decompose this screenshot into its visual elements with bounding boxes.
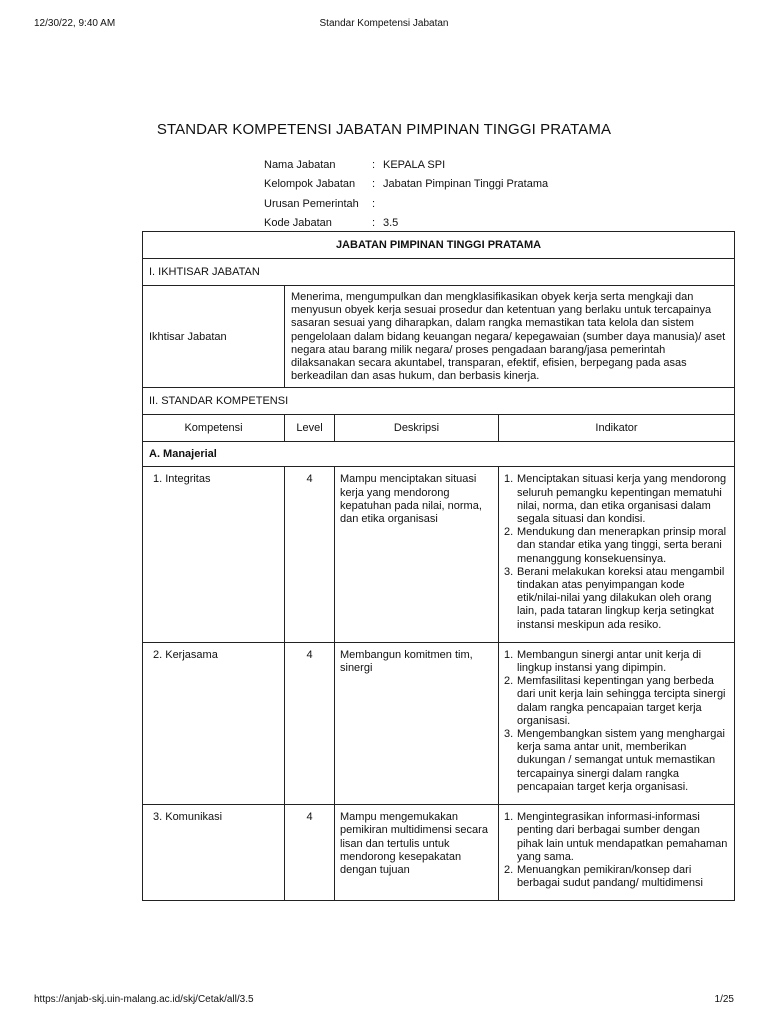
competency-description: Mampu mengemukakan pemikiran multidimensi secara lisan dan tertulis untuk mendorong kesepakatan dengan tujuan [335,805,499,901]
competency-description: Mampu menciptakan situasi kerja yang mendorong kepatuhan pada nilai, norma, dan etika organisasi [335,467,499,642]
summary-label: Ikhtisar Jabatan [143,286,285,388]
category-title: A. Manajerial [143,442,735,467]
position-meta [264,155,548,233]
table-row [143,467,735,642]
print-url: https://anjab-skj.uin-malang.ac.id/skj/Cetak/all/3.5 [34,994,254,1005]
meta-value: KEPALA SPI [383,158,446,171]
print-footer [0,994,768,1008]
summary-text: Menerima, mengumpulkan dan mengklasifikasikan obyek kerja serta mengkaji dan menyusun obyek kerja sesuai prosedur dan ketentuan yang berlaku untuk tercapainya sasaran sesuai yang diharapkan, dalam rangka memastikan tata kelola dan sistem pengelolaan dalam bidang keuangan negara/ kepegawaian (sumber daya manusia)/ aset negara atau barang milik negara/ proses pengadaan barang/jasa pemerintah dilaksanakan secara akuntabel, transparan, efektif, efisien, berpegang pada asas berkeadilan dan asas hukum, dan berbasis kinerja. [285,286,735,388]
meta-value: Jabatan Pimpinan Tinggi Pratama [383,178,549,191]
indicator-number: 1. [504,473,514,486]
page-number: 1/25 [714,994,734,1005]
header-kompetensi: Kompetensi [143,415,285,442]
list-item [504,811,729,864]
list-item [504,675,729,728]
summary-row [143,286,735,388]
meta-row-urusan-pemerintah [264,194,548,214]
print-header [0,18,768,32]
competency-indicators [499,805,735,901]
meta-label: Kode Jabatan [264,217,332,230]
section-title-ikhtisar: I. IKHTISAR JABATAN [143,259,735,286]
meta-separator: : [372,158,376,171]
column-header-row [143,415,735,442]
indicator-text: Mengintegrasikan informasi-informasi penting dari berbagai sumber dengan pihak lain untuk mendapatkan pemahaman yang sama. [517,811,728,863]
meta-separator: : [372,217,376,230]
section-row [143,388,735,415]
meta-label: Kelompok Jabatan [264,178,356,191]
indicator-number: 3. [504,565,514,578]
table-viewport [142,231,735,939]
meta-separator: : [372,178,376,191]
indicator-number: 2. [504,863,514,876]
competency-name: 1. Integritas [143,467,285,642]
meta-separator: : [372,197,376,210]
indicator-text: Membangun sinergi antar unit kerja di lingkup instansi yang dipimpin. [517,648,702,675]
band-title: JABATAN PIMPINAN TINGGI PRATAMA [143,232,735,259]
competency-table [142,231,735,901]
meta-row-nama-jabatan [264,155,548,175]
header-indikator: Indikator [499,415,735,442]
competency-indicators [499,467,735,642]
competency-name: 2. Kerjasama [143,642,285,804]
document-title: STANDAR KOMPETENSI JABATAN PIMPINAN TINGGI PRATAMA [156,121,612,138]
header-level: Level [285,415,335,442]
competency-name: 3. Komunikasi [143,805,285,901]
section-title-standar: II. STANDAR KOMPETENSI [143,388,735,415]
competency-indicators [499,642,735,804]
list-item [504,864,729,890]
list-item [504,649,729,675]
table-row [143,642,735,804]
meta-row-kelompok-jabatan [264,175,548,195]
competency-description: Membangun komitmen tim, sinergi [335,642,499,804]
list-item [504,473,729,526]
category-row [143,442,735,467]
meta-label: Nama Jabatan [264,158,336,171]
table-row [143,805,735,901]
section-row [143,259,735,286]
list-item [504,728,729,794]
indicator-text: Memfasilitasi kepentingan yang berbeda dari unit kerja lain sehingga tercipta sinergi dalam rangka pencapaian target kerja organisasi. [517,675,726,727]
competency-level: 4 [285,467,335,642]
indicator-number: 2. [504,526,514,539]
header-deskripsi: Deskripsi [335,415,499,442]
competency-level: 4 [285,805,335,901]
print-page-title: Standar Kompetensi Jabatan [319,18,449,29]
print-datetime: 12/30/22, 9:40 AM [34,18,116,29]
list-item [504,566,729,632]
indicator-text: Berani melakukan koreksi atau mengambil tindakan atas penyimpangan kode etik/nilai-nilai yang dilakukan oleh orang lain, pada tataran lingkup kerja setingkat instansi meskipun ada resiko. [517,565,725,631]
indicator-number: 1. [504,811,514,824]
indicator-text: Menciptakan situasi kerja yang mendorong seluruh pemangku kepentingan mematuhi nilai, norma, dan etika organisasi dalam segala situasi dan kondisi. [517,473,727,526]
band-row [143,232,735,259]
list-item [504,526,729,566]
meta-value: 3.5 [383,217,399,230]
meta-label: Urusan Pemerintah [264,197,359,210]
indicator-number: 1. [504,648,514,661]
indicator-number: 3. [504,728,514,741]
indicator-text: Mengembangkan sistem yang menghargai kerja sama antar unit, memberikan dukungan / semangat untuk memastikan tercapainya sinergi dalam rangka pencapaian target kerja organisasi. [517,728,725,793]
indicator-text: Mendukung dan menerapkan prinsip moral dan standar etika yang tinggi, serta berani menanggung konsekuensinya. [517,526,727,565]
indicator-number: 2. [504,675,514,688]
competency-level: 4 [285,642,335,804]
indicator-text: Menuangkan pemikiran/konsep dari berbagai sudut pandang/ multidimensi [517,863,703,890]
